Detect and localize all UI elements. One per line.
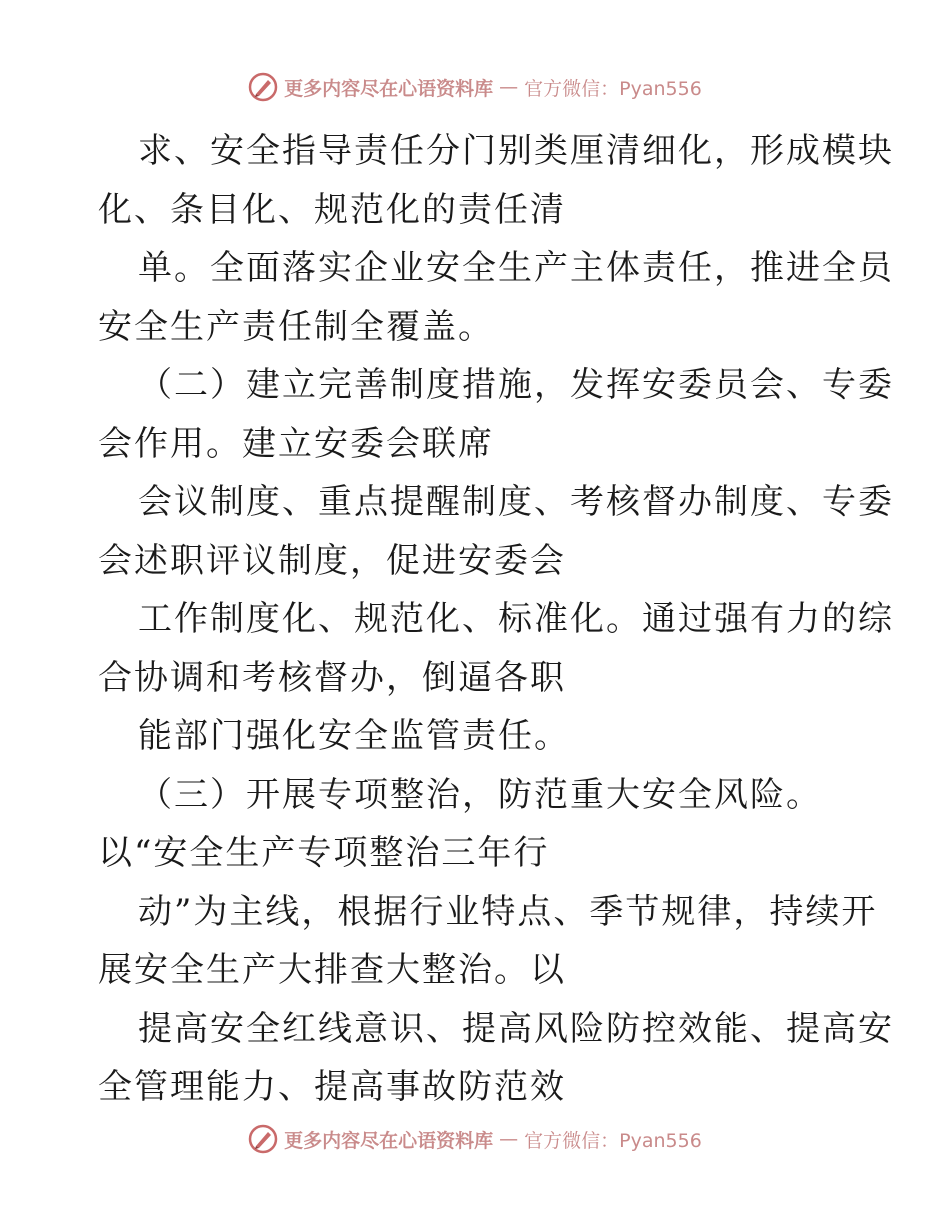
watermark-title: 更多内容尽在心语资料库 xyxy=(284,1129,494,1152)
watermark-dash: — xyxy=(499,76,519,98)
text-line-6: 会作用。建立安委会联席 xyxy=(98,423,494,464)
text-line-9: 工作制度化、规范化、标准化。通过强有力的综 xyxy=(138,599,894,639)
pen-logo-icon xyxy=(248,1124,278,1154)
text-line-17: 全管理能力、提高事故防范效 xyxy=(98,1067,566,1107)
text-line-5: （二）建立完善制度措施，发挥安委员会、专委 xyxy=(138,365,894,405)
text-line-15: 展安全生产大排查大整治。以 xyxy=(98,950,566,990)
text-line-4: 安全生产责任制全覆盖。 xyxy=(98,306,494,347)
text-line-2: 化、条目化、规范化的责任清 xyxy=(98,189,566,230)
text-line-12: （三）开展专项整治，防范重大安全风险。 xyxy=(138,774,822,815)
text-line-7: 会议制度、重点提醒制度、考核督办制度、专委 xyxy=(138,482,894,522)
text-line-10: 合协调和考核督办，倒逼各职 xyxy=(98,657,566,698)
text-line-16: 提高安全红线意识、提高风险防控效能、提高安 xyxy=(138,1008,894,1049)
watermark-suffix: 官方微信：Pyan556 xyxy=(524,1129,702,1152)
text-line-14: 动”为主线，根据行业特点、季节规律，持续开 xyxy=(138,891,878,932)
watermark-suffix: 官方微信：Pyan556 xyxy=(524,77,702,100)
header-watermark xyxy=(0,72,950,102)
text-line-3: 单。全面落实企业安全生产主体责任，推进全员 xyxy=(138,248,894,288)
text-line-8: 会述职评议制度，促进安委会 xyxy=(98,540,566,581)
document-body xyxy=(98,122,894,1117)
footer-watermark xyxy=(0,1124,950,1154)
text-line-13: 以“安全生产专项整治三年行 xyxy=(98,833,550,873)
text-line-1: 求、安全指导责任分门别类厘清细化，形成模块 xyxy=(138,131,894,171)
watermark-dash: — xyxy=(499,1128,519,1150)
text-line-11: 能部门强化安全监管责任。 xyxy=(138,716,570,756)
watermark-title: 更多内容尽在心语资料库 xyxy=(284,77,494,100)
pen-logo-icon xyxy=(248,72,278,102)
